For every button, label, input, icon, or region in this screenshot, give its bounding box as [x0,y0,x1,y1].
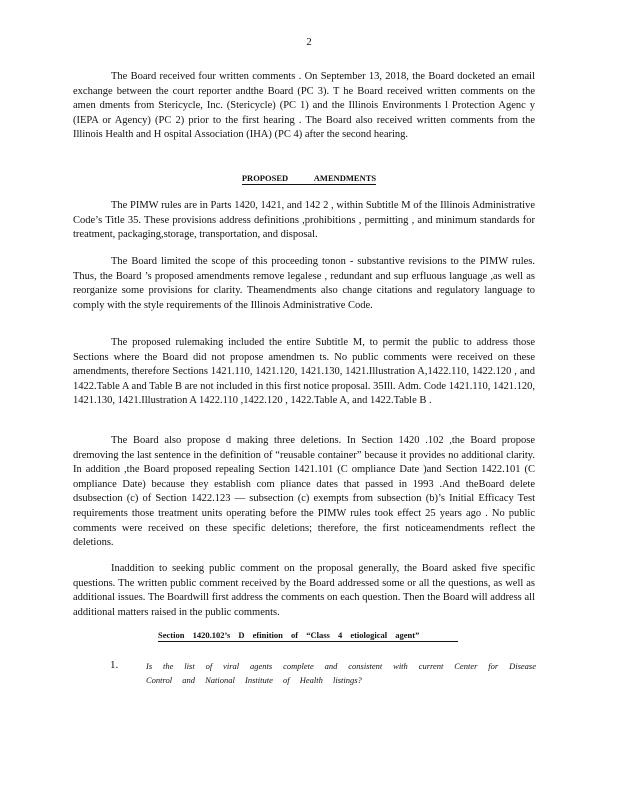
page-number: 2 [306,36,312,48]
paragraph-scope: The Board limited the scope of this proceeding tonon - substantive revisions to the PIMW rules. Thus, the Board ’s proposed amendments remove legalese , redundant and sup erfluous language ,as well as reorganize some provisions for clarity. Theamendments also change citations and regulatory language to comply with the style requirements of the Illinois Administrative Code. [73,256,535,311]
section-heading-proposed-amendments [0,173,618,183]
paragraph-proposed-rulemaking: The proposed rulemaking included the entire Subtitle M, to permit the public to address those Sections where the Board did not propose amendmen ts. No public comments were received on these amendments, therefore Sections 1421.110, 1421.120, 1421.130, 1421.Illustration A,1422.110, 1422.120 , and 1422.Table A and Table B are not included in this first notice proposal. 35Ill. Adm. Code 1421.110, 1421.120, 1421.130, 1421.Illustration A 1422.110 ,1422.120 , 1422.Table A, and 1422.Table B . [73,337,535,407]
paragraph-comments-received: The Board received four written comments . On September 13, 2018, the Board docketed an email exchange between the court reporter andthe Board (PC 3). T he Board received written comments on the amen dments from Stericycle, Inc. (Stericycle) (PC 1) and the Illinois Environments l Protection Agenc y (IEPA or Agency) (PC 2) prior to the first hearing . The Board also received written comments from the Illinois Health and H ospital Association (IHA) (PC 4) after the second hearing. [73,71,535,141]
heading-text: PROPOSED AMENDMENTS [241,173,377,183]
question-number: 1. [110,659,119,671]
paragraph-deletions: The Board also propose d making three deletions. In Section 1420 .102 ,the Board propose dremoving the last sentence in the definition of “reusable container” because it provides no additional clarity. In addition ,the Board proposed repealing Section 1421.101 (C ompliance Date )and Section 1422.101 (C ompliance Date) because they establish com pliance dates that passed in 1993 .And theBoard delete dsubsection (c) of Section 1422.123 — subsection (c) exempts from subsection (b)’s Initial Efficacy Test requirements those treatment units operating before the PIMW rules took effect 25 years ago . No public comments were received on these specific deletions; therefore, the first noticeamendments reflect the deletions. [73,435,535,549]
paragraph-public-comment: Inaddition to seeking public comment on the proposal generally, the Board asked five specific questions. The written public comment received by the Board addressed some or all the questions, as well as additional issues. The Boardwill first address the comments on each question. Then the Board will address all additional matters raised in the public comments. [73,563,535,618]
paragraph-pimw-rules: The PIMW rules are in Parts 1420, 1421, and 142 2 , within Subtitle M of the Illinois Administrative Code’s Title 35. These provisions address definitions ,prohibitions , permitting , and minimum standards for treatment, packaging,storage, transportation, and disposal. [73,200,535,241]
question-text: Is the list of viral agents complete and consistent with current Center for Disease Control and National Institute of Health listings? [146,661,536,685]
subheading-section-1420-102: Section 1420.102’s D efinition of “Class 4 etiological agent” [158,630,458,642]
